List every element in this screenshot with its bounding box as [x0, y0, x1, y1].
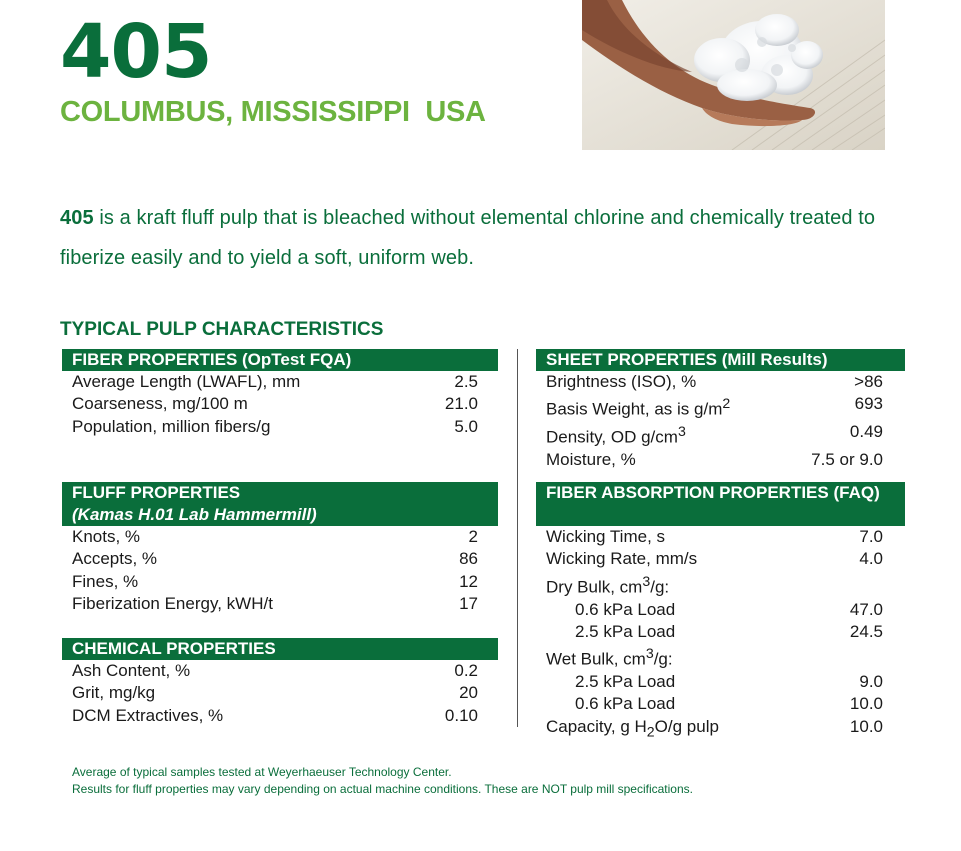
superscript: 3	[642, 573, 651, 590]
subscript: 2	[646, 724, 655, 741]
table-row	[536, 526, 905, 548]
footnote-testing: Average of typical samples tested at Weyerhaeuser Technology Center.	[72, 765, 452, 779]
table-row	[62, 371, 498, 393]
fiber-properties-table	[62, 349, 498, 438]
table-row	[536, 449, 905, 471]
row-label: 2.5 kPa Load	[575, 621, 676, 641]
row-value: 20	[459, 683, 478, 703]
row-value: 7.0	[859, 527, 883, 546]
row-label: Fiberization Energy, kWH/t	[72, 593, 273, 613]
table-row	[536, 643, 905, 671]
sheet-properties-table	[536, 349, 905, 472]
row-value: 0.2	[454, 661, 478, 680]
table-row	[62, 705, 498, 727]
product-code-title: 405	[60, 9, 212, 95]
photo-illustration	[582, 0, 885, 150]
table-row	[536, 548, 905, 570]
row-value: 24.5	[849, 621, 883, 641]
row-value: 10.0	[849, 694, 883, 714]
table-row	[62, 593, 498, 615]
row-label: Knots, %	[72, 527, 141, 546]
row-label-suffix: O/g pulp	[654, 716, 719, 736]
row-value: 86	[459, 549, 478, 569]
table-row	[536, 693, 905, 715]
sheet-properties-heading: SHEET PROPERTIES (Mill Results)	[536, 349, 905, 371]
row-value: 12	[459, 571, 478, 591]
section-title: TYPICAL PULP CHARACTERISTICS	[60, 319, 384, 340]
row-label-text: Basis Weight, as is g/m	[546, 399, 723, 419]
table-row	[62, 393, 498, 415]
row-value: 47.0	[849, 599, 883, 619]
row-label	[546, 393, 730, 421]
table-row	[62, 660, 498, 682]
row-label-text: Dry Bulk, cm	[546, 577, 643, 597]
row-label-text: Density, OD g/cm	[546, 427, 678, 447]
row-value: 2.5	[454, 372, 478, 391]
row-label	[546, 421, 686, 449]
table-row	[62, 548, 498, 570]
row-label: 0.6 kPa Load	[575, 599, 676, 619]
table-row	[536, 599, 905, 621]
row-label: DCM Extractives, %	[72, 705, 224, 725]
intro-product-code: 405	[60, 207, 94, 229]
fluff-properties-table	[62, 482, 498, 615]
row-value: 5.0	[454, 416, 478, 436]
row-label-suffix: /g:	[650, 577, 670, 597]
table-row	[536, 371, 905, 393]
row-value: 9.0	[859, 672, 883, 692]
row-value: 0.10	[444, 705, 478, 725]
row-label-text: Capacity, g H	[546, 716, 647, 736]
product-description	[60, 198, 900, 278]
row-label-suffix: /g:	[653, 649, 673, 669]
table-row	[536, 421, 905, 449]
table-row	[62, 526, 498, 548]
row-label: Coarseness, mg/100 m	[72, 394, 248, 414]
table-row	[536, 716, 905, 744]
row-label	[546, 643, 673, 671]
row-label	[546, 571, 669, 599]
table-row	[536, 671, 905, 693]
fluff-subheading: (Kamas H.01 Lab Hammermill)	[72, 505, 317, 524]
row-label: Population, million fibers/g	[72, 416, 271, 436]
row-label-text: Wet Bulk, cm	[546, 649, 646, 669]
row-value: 693	[854, 394, 883, 414]
row-label: Moisture, %	[546, 450, 636, 470]
row-label: Ash Content, %	[72, 661, 191, 680]
row-value: 2	[468, 527, 478, 546]
table-row	[62, 571, 498, 593]
chemical-properties-table	[62, 638, 498, 727]
intro-text: is a kraft fluff pulp that is bleached without elemental chlorine and chemically treated to fiberize easily and to yield a soft, uniform web.	[60, 207, 876, 269]
row-label: Wicking Rate, mm/s	[546, 549, 698, 569]
column-divider	[517, 349, 518, 727]
row-label: 0.6 kPa Load	[575, 694, 676, 714]
superscript: 3	[677, 424, 686, 441]
row-label: Wicking Time, s	[546, 527, 666, 546]
table-row	[536, 571, 905, 599]
fluff-heading-text: FLUFF PROPERTIES	[72, 483, 241, 502]
row-label: Fines, %	[72, 571, 139, 591]
row-label: Brightness (ISO), %	[546, 372, 697, 391]
table-row	[536, 621, 905, 643]
mill-location: COLUMBUS, MISSISSIPPI USA	[60, 96, 486, 128]
row-value: 0.49	[849, 422, 883, 442]
fluff-properties-heading	[62, 482, 498, 526]
row-value: 21.0	[444, 394, 478, 414]
fiber-properties-heading: FIBER PROPERTIES (OpTest FQA)	[62, 349, 498, 371]
fiber-absorption-table	[536, 482, 905, 743]
row-label: Average Length (LWAFL), mm	[72, 372, 301, 391]
footnote-disclaimer: Results for fluff properties may vary depending on actual machine conditions. These are NOT pulp mill specifications.	[72, 782, 693, 796]
row-label: 2.5 kPa Load	[575, 672, 676, 692]
row-label	[546, 716, 719, 744]
row-value: >86	[854, 372, 883, 391]
row-value: 4.0	[859, 549, 883, 569]
chemical-properties-heading: CHEMICAL PROPERTIES	[62, 638, 498, 660]
row-value: 17	[459, 593, 478, 613]
table-row	[62, 682, 498, 704]
row-label: Accepts, %	[72, 549, 158, 569]
fiber-absorption-heading: FIBER ABSORPTION PROPERTIES (FAQ)	[536, 482, 905, 526]
row-label: Grit, mg/kg	[72, 683, 156, 703]
table-row	[62, 416, 498, 438]
row-value: 7.5 or 9.0	[811, 450, 883, 470]
table-row	[536, 393, 905, 421]
row-value: 10.0	[849, 716, 883, 736]
superscript: 3	[645, 646, 654, 663]
hand-holding-fluff-pulp-photo	[582, 0, 885, 150]
superscript: 2	[722, 396, 731, 413]
